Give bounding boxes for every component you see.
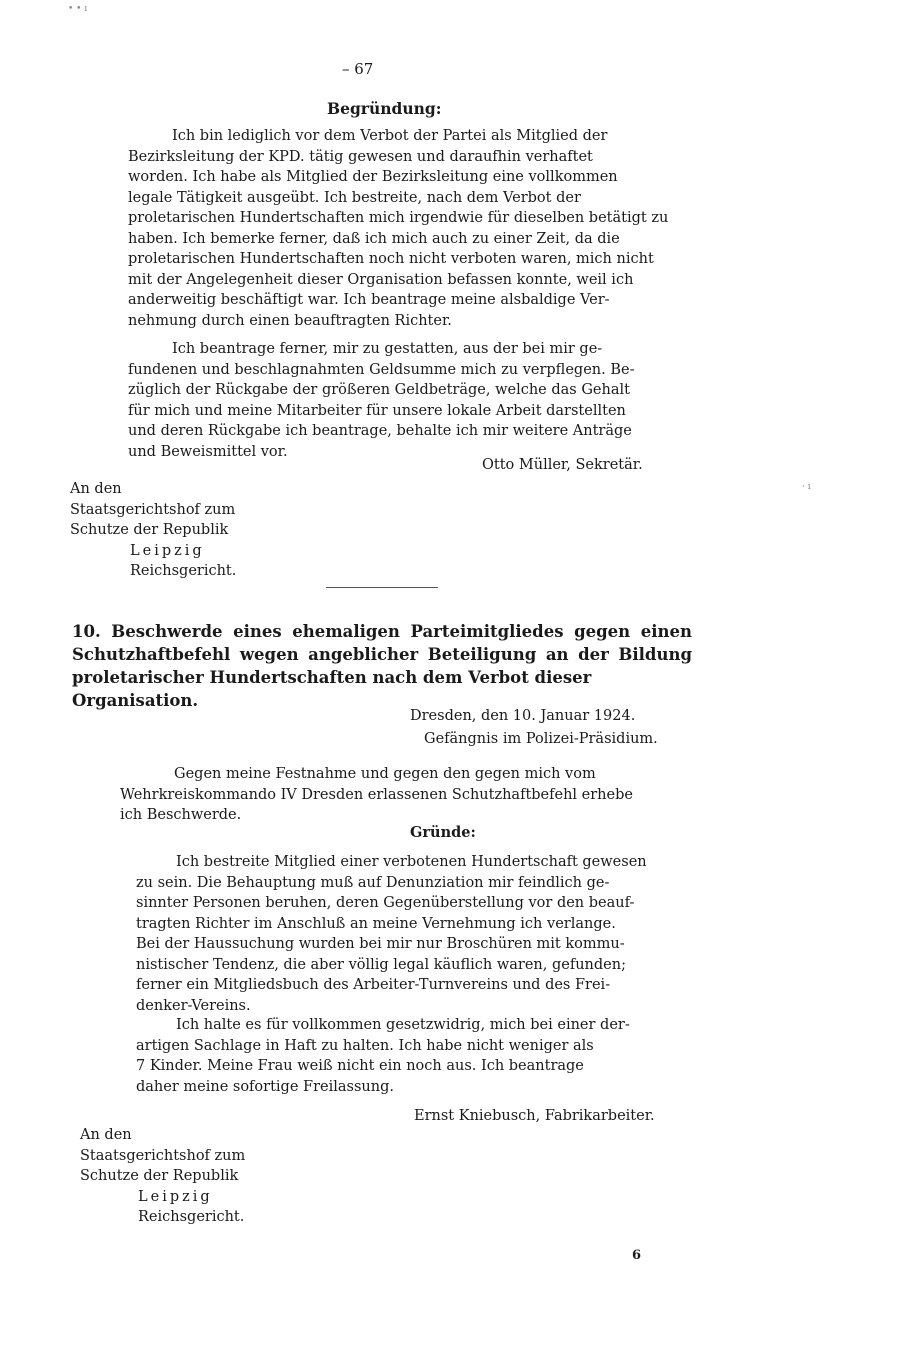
text-line: zu sein. Die Behauptung muß auf Denunziation mir feindlich ge- <box>136 874 610 891</box>
complaint-intro <box>120 764 692 826</box>
text-line: sinnter Personen beruhen, deren Gegenüberstellung vor den beauf- <box>136 895 635 911</box>
address-line: Staatsgerichtshof zum <box>80 1147 246 1164</box>
text-line: tragten Richter im Anschluß an meine Vernehmung ich verlange. <box>136 915 616 932</box>
section-divider <box>326 587 438 588</box>
page-number: – 67 <box>342 60 374 78</box>
place-date: Dresden, den 10. Januar 1924. <box>410 708 636 724</box>
text-line: Gegen meine Festnahme und gegen den gegen mich vom <box>174 766 596 782</box>
heading-line: 10. Beschwerde eines ehemaligen Parteimitgliedes gegen einen <box>72 622 692 641</box>
text-line: und deren Rückgabe ich beantrage, behalte ich mir weitere Anträge <box>128 423 632 439</box>
text-line: denker-Vereins. <box>136 997 251 1014</box>
text-line: Ich beantrage ferner, mir zu gestatten, aus der bei mir ge- <box>172 341 603 357</box>
scan-speck: • • ı <box>68 4 88 14</box>
address-line: An den <box>80 1127 132 1143</box>
signature-mark: 6 <box>632 1248 642 1263</box>
address-line: Staatsgerichtshof zum <box>70 501 236 518</box>
complaint-address <box>80 1125 245 1228</box>
address-line: An den <box>70 481 122 497</box>
text-line: daher meine sofortige Freilassung. <box>136 1078 394 1095</box>
text-line: Bezirksleitung der KPD. tätig gewesen und daraufhin verhaftet <box>128 148 593 165</box>
text-line: züglich der Rückgabe der größeren Geldbeträge, welche das Gehalt <box>128 382 630 398</box>
text-line: worden. Ich habe als Mitglied der Bezirksleitung eine vollkommen <box>128 169 618 185</box>
text-line: proletarischen Hundertschaften noch nicht verboten waren, mich nicht <box>128 251 654 267</box>
text-line: Ich bin lediglich vor dem Verbot der Partei als Mitglied der <box>172 128 608 144</box>
address-line: Leipzig <box>130 542 205 559</box>
text-line: Ich halte es für vollkommen gesetzwidrig, mich bei einer der- <box>176 1017 630 1033</box>
reasons-title: Gründe: <box>410 824 476 841</box>
text-line: proletarischen Hundertschaften mich irgendwie für dieselben betätigt zu <box>128 210 669 226</box>
first-letter-paragraph-2 <box>128 339 688 462</box>
text-line: 7 Kinder. Meine Frau weiß nicht ein noch aus. Ich beantrage <box>136 1058 584 1074</box>
heading-line: proletarischer Hundertschaften nach dem Verbot dieser Organisation. <box>72 668 592 710</box>
address-line: Schutze der Republik <box>70 522 229 538</box>
first-letter-address <box>70 479 236 582</box>
location: Gefängnis im Polizei-Präsidium. <box>424 731 658 747</box>
first-letter-paragraph-1 <box>128 126 688 331</box>
text-line: fundenen und beschlagnahmten Geldsumme mich zu verpflegen. Be- <box>128 361 635 378</box>
section-heading <box>72 620 692 712</box>
first-letter-title: Begründung: <box>327 99 442 118</box>
text-line: legale Tätigkeit ausgeübt. Ich bestreite, nach dem Verbot der <box>128 189 581 206</box>
address-line: Leipzig <box>138 1188 213 1205</box>
text-line: Bei der Haussuchung wurden bei mir nur Broschüren mit kommu- <box>136 936 625 952</box>
text-line: artigen Sachlage in Haft zu halten. Ich habe nicht weniger als <box>136 1037 594 1054</box>
complaint-signature: Ernst Kniebusch, Fabrikarbeiter. <box>414 1108 655 1124</box>
address-line: Schutze der Republik <box>80 1168 239 1184</box>
text-line: für mich und meine Mitarbeiter für unsere lokale Arbeit darstellten <box>128 402 626 419</box>
text-line: ferner ein Mitgliedsbuch des Arbeiter-Turnvereins und des Frei- <box>136 977 611 993</box>
text-line: und Beweismittel vor. <box>128 443 288 460</box>
address-line: Reichsgericht. <box>138 1209 245 1225</box>
first-letter-signature: Otto Müller, Sekretär. <box>482 457 643 473</box>
text-line: Ich bestreite Mitglied einer verbotenen Hundertschaft gewesen <box>176 854 647 870</box>
text-line: Wehrkreiskommando IV Dresden erlassenen Schutzhaftbefehl erhebe <box>120 786 633 803</box>
text-line: nistischer Tendenz, die aber völlig legal käuflich waren, gefunden; <box>136 956 626 973</box>
address-line: Reichsgericht. <box>130 563 237 579</box>
text-line: ich Beschwerde. <box>120 807 242 823</box>
text-line: nehmung durch einen beauftragten Richter. <box>128 312 452 329</box>
text-line: mit der Angelegenheit dieser Organisation befassen konnte, weil ich <box>128 271 634 288</box>
text-line: haben. Ich bemerke ferner, daß ich mich auch zu einer Zeit, da die <box>128 230 620 247</box>
reasons-paragraph-2 <box>136 1015 692 1097</box>
scan-speck: · ı <box>802 482 811 492</box>
heading-line: Schutzhaftbefehl wegen angeblicher Beteiligung an der Bildung <box>72 645 692 664</box>
text-line: anderweitig beschäftigt war. Ich beantrage meine alsbaldige Ver- <box>128 292 610 308</box>
reasons-paragraph-1 <box>136 852 692 1016</box>
